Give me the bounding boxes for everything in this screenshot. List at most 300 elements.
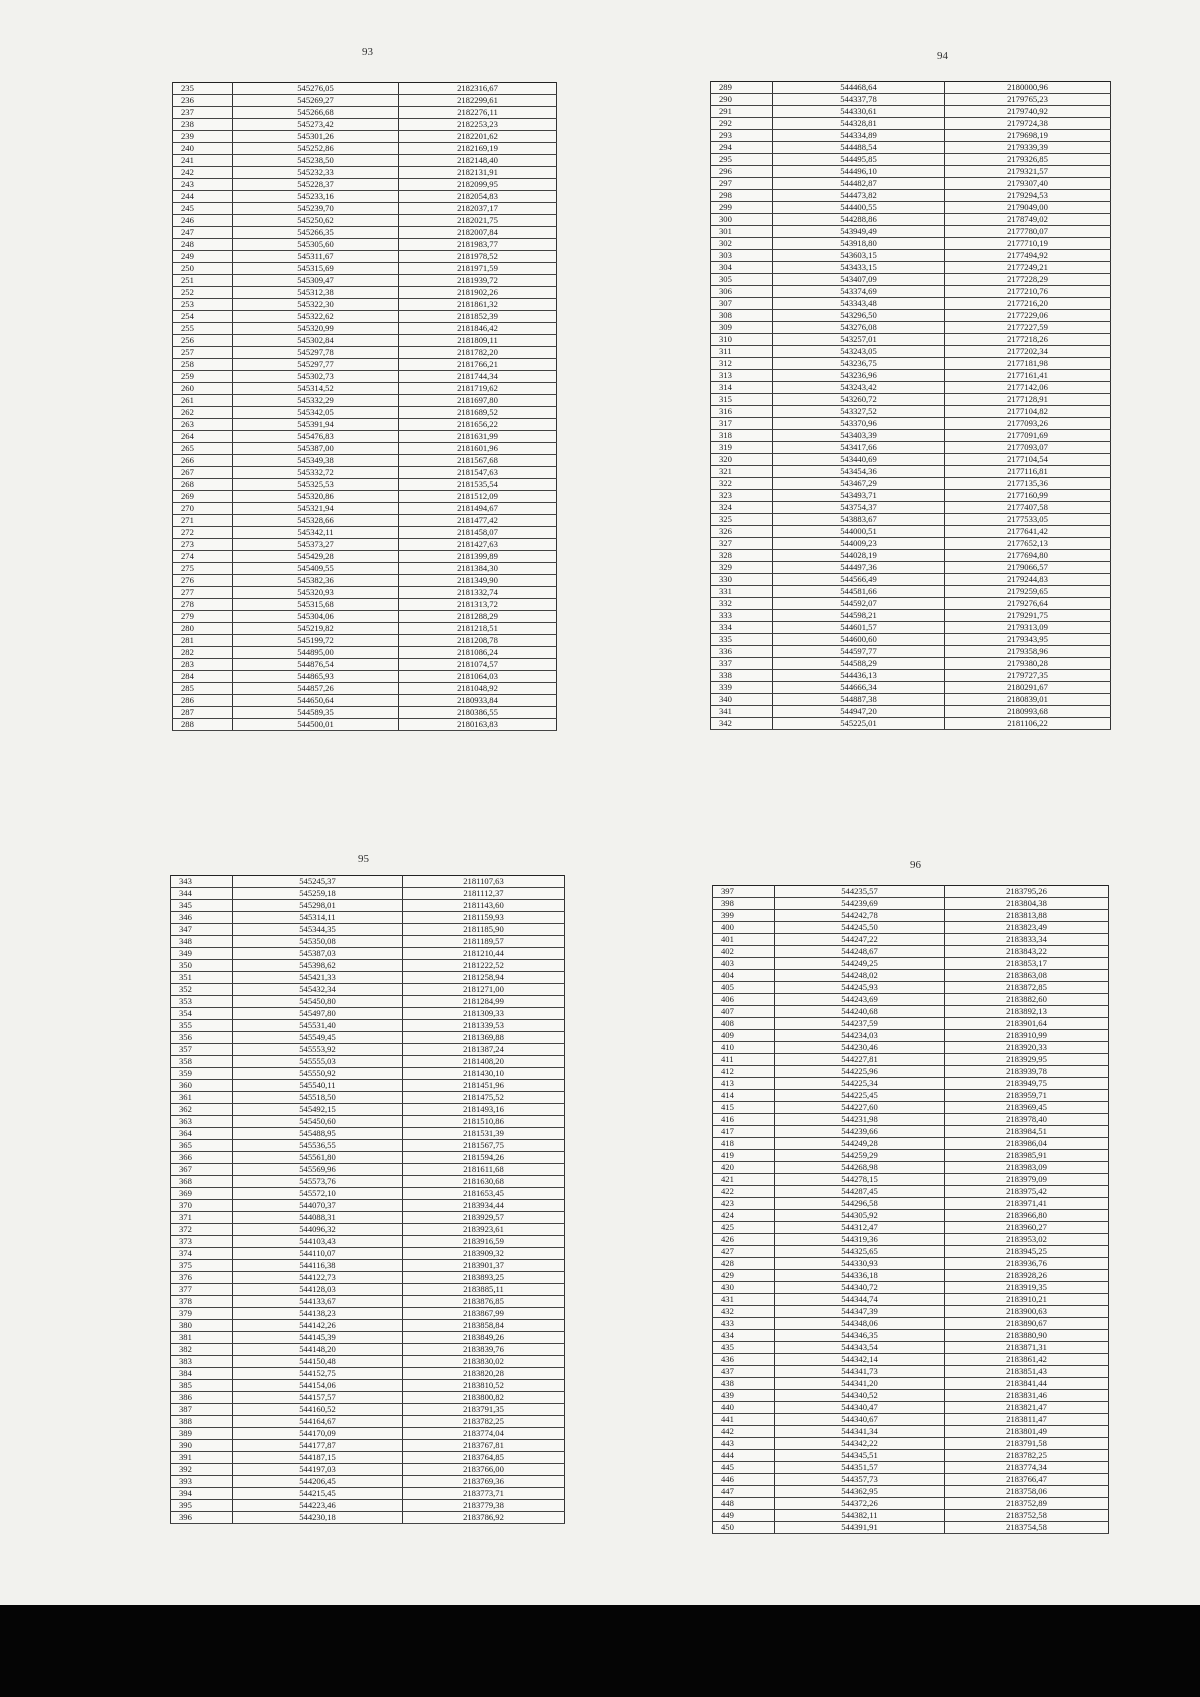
- x-coordinate-cell: 544345,51: [775, 1450, 945, 1462]
- x-coordinate-cell: 544468,64: [773, 82, 945, 94]
- point-number-cell: 408: [713, 1018, 775, 1030]
- y-coordinate-cell: 2183919,35: [945, 1282, 1109, 1294]
- y-coordinate-cell: 2183752,89: [945, 1498, 1109, 1510]
- point-number-cell: 287: [173, 707, 233, 719]
- point-number-cell: 272: [173, 527, 233, 539]
- y-coordinate-cell: 2183804,38: [945, 898, 1109, 910]
- table-row: [713, 1162, 1109, 1174]
- point-number-cell: 297: [711, 178, 773, 190]
- y-coordinate-cell: 2177641,42: [945, 526, 1111, 538]
- table-row: [713, 1042, 1109, 1054]
- point-number-cell: 301: [711, 226, 773, 238]
- point-number-cell: 373: [171, 1236, 233, 1248]
- point-number-cell: 238: [173, 119, 233, 131]
- point-number-cell: 261: [173, 395, 233, 407]
- x-coordinate-cell: 545320,86: [233, 491, 399, 503]
- x-coordinate-cell: 544288,86: [773, 214, 945, 226]
- point-number-cell: 333: [711, 610, 773, 622]
- x-coordinate-cell: 544242,78: [775, 910, 945, 922]
- table-row: [173, 359, 557, 371]
- y-coordinate-cell: 2183841,44: [945, 1378, 1109, 1390]
- table-row: [173, 95, 557, 107]
- y-coordinate-cell: 2181567,68: [399, 455, 557, 467]
- table-row: [713, 1522, 1109, 1534]
- table-row: [171, 1356, 565, 1368]
- table-row: [173, 707, 557, 719]
- x-coordinate-cell: 544000,51: [773, 526, 945, 538]
- coordinates-table: [712, 885, 1109, 1534]
- y-coordinate-cell: 2183909,32: [403, 1248, 565, 1260]
- point-number-cell: 390: [171, 1440, 233, 1452]
- point-number-cell: 253: [173, 299, 233, 311]
- x-coordinate-cell: 544330,61: [773, 106, 945, 118]
- x-coordinate-cell: 544287,45: [775, 1186, 945, 1198]
- point-number-cell: 353: [171, 996, 233, 1008]
- table-row: [171, 1140, 565, 1152]
- point-number-cell: 360: [171, 1080, 233, 1092]
- point-number-cell: 313: [711, 370, 773, 382]
- point-number-cell: 277: [173, 587, 233, 599]
- table-row: [711, 202, 1111, 214]
- table-row: [173, 323, 557, 335]
- y-coordinate-cell: 2177216,20: [945, 298, 1111, 310]
- point-number-cell: 281: [173, 635, 233, 647]
- table-row: [173, 443, 557, 455]
- point-number-cell: 416: [713, 1114, 775, 1126]
- table-row: [711, 262, 1111, 274]
- table-row: [171, 876, 565, 888]
- point-number-cell: 244: [173, 191, 233, 203]
- x-coordinate-cell: 543417,66: [773, 442, 945, 454]
- point-number-cell: 384: [171, 1368, 233, 1380]
- y-coordinate-cell: 2181510,86: [403, 1116, 565, 1128]
- table-row: [713, 1426, 1109, 1438]
- table-row: [713, 1006, 1109, 1018]
- point-number-cell: 440: [713, 1402, 775, 1414]
- x-coordinate-cell: 545429,28: [233, 551, 399, 563]
- x-coordinate-cell: 545492,15: [233, 1104, 403, 1116]
- y-coordinate-cell: 2182316,67: [399, 83, 557, 95]
- table-row: [711, 130, 1111, 142]
- y-coordinate-cell: 2181369,88: [403, 1032, 565, 1044]
- table-row: [171, 1464, 565, 1476]
- y-coordinate-cell: 2181512,09: [399, 491, 557, 503]
- y-coordinate-cell: 2178749,02: [945, 214, 1111, 226]
- y-coordinate-cell: 2181939,72: [399, 275, 557, 287]
- point-number-cell: 338: [711, 670, 773, 682]
- x-coordinate-cell: 544138,23: [233, 1308, 403, 1320]
- table-row: [711, 658, 1111, 670]
- y-coordinate-cell: 2183901,37: [403, 1260, 565, 1272]
- y-coordinate-cell: 2182099,95: [399, 179, 557, 191]
- point-number-cell: 240: [173, 143, 233, 155]
- x-coordinate-cell: 545232,33: [233, 167, 399, 179]
- table-row: [173, 407, 557, 419]
- table-row: [711, 550, 1111, 562]
- table-row: [173, 155, 557, 167]
- x-coordinate-cell: 545225,01: [773, 718, 945, 730]
- x-coordinate-cell: 545315,68: [233, 599, 399, 611]
- table-row: [713, 1282, 1109, 1294]
- point-number-cell: 404: [713, 970, 775, 982]
- table-row: [173, 203, 557, 215]
- y-coordinate-cell: 2180291,67: [945, 682, 1111, 694]
- point-number-cell: 334: [711, 622, 773, 634]
- page-number: 95: [358, 853, 369, 865]
- table-row: [713, 1270, 1109, 1282]
- x-coordinate-cell: 544337,78: [773, 94, 945, 106]
- table-row: [173, 167, 557, 179]
- table-row: [713, 994, 1109, 1006]
- y-coordinate-cell: 2183849,26: [403, 1332, 565, 1344]
- x-coordinate-cell: 544341,20: [775, 1378, 945, 1390]
- point-number-cell: 337: [711, 658, 773, 670]
- y-coordinate-cell: 2177160,99: [945, 490, 1111, 502]
- y-coordinate-cell: 2183779,38: [403, 1500, 565, 1512]
- table-row: [171, 1044, 565, 1056]
- y-coordinate-cell: 2181601,96: [399, 443, 557, 455]
- y-coordinate-cell: 2183892,13: [945, 1006, 1109, 1018]
- y-coordinate-cell: 2179339,39: [945, 142, 1111, 154]
- point-number-cell: 432: [713, 1306, 775, 1318]
- table-row: [171, 900, 565, 912]
- table-row: [173, 503, 557, 515]
- x-coordinate-cell: 544496,10: [773, 166, 945, 178]
- x-coordinate-cell: 545233,16: [233, 191, 399, 203]
- x-coordinate-cell: 544227,81: [775, 1054, 945, 1066]
- y-coordinate-cell: 2182201,62: [399, 131, 557, 143]
- y-coordinate-cell: 2180839,01: [945, 694, 1111, 706]
- table-row: [713, 982, 1109, 994]
- point-number-cell: 318: [711, 430, 773, 442]
- point-number-cell: 445: [713, 1462, 775, 1474]
- y-coordinate-cell: 2179276,64: [945, 598, 1111, 610]
- point-number-cell: 306: [711, 286, 773, 298]
- x-coordinate-cell: 544473,82: [773, 190, 945, 202]
- point-number-cell: 293: [711, 130, 773, 142]
- table-row: [171, 1452, 565, 1464]
- page-number: 94: [937, 50, 948, 62]
- x-coordinate-cell: 544237,59: [775, 1018, 945, 1030]
- x-coordinate-cell: 543243,42: [773, 382, 945, 394]
- y-coordinate-cell: 2183890,67: [945, 1318, 1109, 1330]
- table-row: [713, 1462, 1109, 1474]
- point-number-cell: 262: [173, 407, 233, 419]
- table-row: [171, 1392, 565, 1404]
- x-coordinate-cell: 544865,93: [233, 671, 399, 683]
- point-number-cell: 405: [713, 982, 775, 994]
- x-coordinate-cell: 544344,74: [775, 1294, 945, 1306]
- table-row: [173, 239, 557, 251]
- table-row: [171, 1032, 565, 1044]
- x-coordinate-cell: 544650,64: [233, 695, 399, 707]
- point-number-cell: 406: [713, 994, 775, 1006]
- point-number-cell: 394: [171, 1488, 233, 1500]
- x-coordinate-cell: 544436,13: [773, 670, 945, 682]
- x-coordinate-cell: 544278,15: [775, 1174, 945, 1186]
- x-coordinate-cell: 545561,80: [233, 1152, 403, 1164]
- table-row: [171, 1344, 565, 1356]
- point-number-cell: 254: [173, 311, 233, 323]
- table-row: [711, 610, 1111, 622]
- table-row: [713, 898, 1109, 910]
- y-coordinate-cell: 2183901,64: [945, 1018, 1109, 1030]
- x-coordinate-cell: 544239,66: [775, 1126, 945, 1138]
- table-row: [173, 659, 557, 671]
- point-number-cell: 448: [713, 1498, 775, 1510]
- point-number-cell: 324: [711, 502, 773, 514]
- y-coordinate-cell: 2181107,63: [403, 876, 565, 888]
- x-coordinate-cell: 544245,93: [775, 982, 945, 994]
- y-coordinate-cell: 2181547,63: [399, 467, 557, 479]
- point-number-cell: 418: [713, 1138, 775, 1150]
- point-number-cell: 302: [711, 238, 773, 250]
- x-coordinate-cell: 544154,06: [233, 1380, 403, 1392]
- point-number-cell: 275: [173, 563, 233, 575]
- y-coordinate-cell: 2179326,85: [945, 154, 1111, 166]
- y-coordinate-cell: 2181189,57: [403, 936, 565, 948]
- x-coordinate-cell: 544488,54: [773, 142, 945, 154]
- point-number-cell: 385: [171, 1380, 233, 1392]
- table-row: [711, 718, 1111, 730]
- table-row: [711, 250, 1111, 262]
- x-coordinate-cell: 544581,66: [773, 586, 945, 598]
- y-coordinate-cell: 2181766,21: [399, 359, 557, 371]
- y-coordinate-cell: 2177142,06: [945, 382, 1111, 394]
- x-coordinate-cell: 543243,05: [773, 346, 945, 358]
- x-coordinate-cell: 544391,91: [775, 1522, 945, 1534]
- point-number-cell: 420: [713, 1162, 775, 1174]
- y-coordinate-cell: 2181594,26: [403, 1152, 565, 1164]
- y-coordinate-cell: 2183795,26: [945, 886, 1109, 898]
- x-coordinate-cell: 544336,18: [775, 1270, 945, 1282]
- y-coordinate-cell: 2181332,74: [399, 587, 557, 599]
- y-coordinate-cell: 2181535,54: [399, 479, 557, 491]
- y-coordinate-cell: 2182007,84: [399, 227, 557, 239]
- y-coordinate-cell: 2181387,24: [403, 1044, 565, 1056]
- table-row: [711, 178, 1111, 190]
- table-row: [711, 94, 1111, 106]
- y-coordinate-cell: 2179343,95: [945, 634, 1111, 646]
- table-row: [713, 1402, 1109, 1414]
- x-coordinate-cell: 544152,75: [233, 1368, 403, 1380]
- y-coordinate-cell: 2177227,59: [945, 322, 1111, 334]
- x-coordinate-cell: 544589,35: [233, 707, 399, 719]
- y-coordinate-cell: 2179307,40: [945, 178, 1111, 190]
- x-coordinate-cell: 544348,06: [775, 1318, 945, 1330]
- table-row: [173, 683, 557, 695]
- table-row: [711, 346, 1111, 358]
- x-coordinate-cell: 543603,15: [773, 250, 945, 262]
- point-number-cell: 352: [171, 984, 233, 996]
- point-number-cell: 447: [713, 1486, 775, 1498]
- y-coordinate-cell: 2182169,19: [399, 143, 557, 155]
- point-number-cell: 327: [711, 538, 773, 550]
- table-row: [173, 395, 557, 407]
- y-coordinate-cell: 2181656,22: [399, 419, 557, 431]
- x-coordinate-cell: 545432,34: [233, 984, 403, 996]
- x-coordinate-cell: 545302,73: [233, 371, 399, 383]
- x-coordinate-cell: 545322,62: [233, 311, 399, 323]
- point-number-cell: 284: [173, 671, 233, 683]
- x-coordinate-cell: 545314,11: [233, 912, 403, 924]
- y-coordinate-cell: 2183861,42: [945, 1354, 1109, 1366]
- table-row: [711, 406, 1111, 418]
- x-coordinate-cell: 544382,11: [775, 1510, 945, 1522]
- y-coordinate-cell: 2177093,07: [945, 442, 1111, 454]
- x-coordinate-cell: 544122,73: [233, 1272, 403, 1284]
- y-coordinate-cell: 2183971,41: [945, 1198, 1109, 1210]
- y-coordinate-cell: 2179291,75: [945, 610, 1111, 622]
- x-coordinate-cell: 545553,92: [233, 1044, 403, 1056]
- point-number-cell: 377: [171, 1284, 233, 1296]
- point-number-cell: 363: [171, 1116, 233, 1128]
- y-coordinate-cell: 2182021,75: [399, 215, 557, 227]
- table-row: [173, 143, 557, 155]
- y-coordinate-cell: 2181744,34: [399, 371, 557, 383]
- x-coordinate-cell: 543883,67: [773, 514, 945, 526]
- x-coordinate-cell: 544227,60: [775, 1102, 945, 1114]
- y-coordinate-cell: 2183830,02: [403, 1356, 565, 1368]
- table-row: [171, 972, 565, 984]
- y-coordinate-cell: 2182054,83: [399, 191, 557, 203]
- y-coordinate-cell: 2181782,20: [399, 347, 557, 359]
- point-number-cell: 351: [171, 972, 233, 984]
- point-number-cell: 330: [711, 574, 773, 586]
- y-coordinate-cell: 2181809,11: [399, 335, 557, 347]
- point-number-cell: 237: [173, 107, 233, 119]
- point-number-cell: 441: [713, 1414, 775, 1426]
- table-row: [173, 119, 557, 131]
- x-coordinate-cell: 544110,07: [233, 1248, 403, 1260]
- x-coordinate-cell: 543467,29: [773, 478, 945, 490]
- y-coordinate-cell: 2177210,76: [945, 286, 1111, 298]
- point-number-cell: 391: [171, 1452, 233, 1464]
- point-number-cell: 311: [711, 346, 773, 358]
- point-number-cell: 316: [711, 406, 773, 418]
- point-number-cell: 266: [173, 455, 233, 467]
- x-coordinate-cell: 545325,53: [233, 479, 399, 491]
- y-coordinate-cell: 2183801,49: [945, 1426, 1109, 1438]
- y-coordinate-cell: 2183929,57: [403, 1212, 565, 1224]
- y-coordinate-cell: 2181611,68: [403, 1164, 565, 1176]
- table-row: [713, 1138, 1109, 1150]
- page-number: 96: [910, 859, 921, 871]
- table-row: [711, 706, 1111, 718]
- point-number-cell: 246: [173, 215, 233, 227]
- y-coordinate-cell: 2181697,80: [399, 395, 557, 407]
- point-number-cell: 346: [171, 912, 233, 924]
- table-row: [171, 1476, 565, 1488]
- x-coordinate-cell: 544240,68: [775, 1006, 945, 1018]
- point-number-cell: 320: [711, 454, 773, 466]
- table-row: [713, 958, 1109, 970]
- y-coordinate-cell: 2180000,96: [945, 82, 1111, 94]
- x-coordinate-cell: 544230,46: [775, 1042, 945, 1054]
- y-coordinate-cell: 2179358,96: [945, 646, 1111, 658]
- table-row: [713, 1102, 1109, 1114]
- table-row: [711, 490, 1111, 502]
- x-coordinate-cell: 544164,67: [233, 1416, 403, 1428]
- table-row: [171, 1368, 565, 1380]
- point-number-cell: 312: [711, 358, 773, 370]
- x-coordinate-cell: 545518,50: [233, 1092, 403, 1104]
- table-row: [173, 671, 557, 683]
- table-row: [713, 1450, 1109, 1462]
- x-coordinate-cell: 545297,77: [233, 359, 399, 371]
- point-number-cell: 443: [713, 1438, 775, 1450]
- point-number-cell: 296: [711, 166, 773, 178]
- table-row: [713, 1198, 1109, 1210]
- y-coordinate-cell: 2177093,26: [945, 418, 1111, 430]
- y-coordinate-cell: 2181630,68: [403, 1176, 565, 1188]
- point-number-cell: 362: [171, 1104, 233, 1116]
- point-number-cell: 247: [173, 227, 233, 239]
- x-coordinate-cell: 544070,37: [233, 1200, 403, 1212]
- point-number-cell: 325: [711, 514, 773, 526]
- x-coordinate-cell: 543754,37: [773, 502, 945, 514]
- y-coordinate-cell: 2183853,17: [945, 958, 1109, 970]
- x-coordinate-cell: 544342,14: [775, 1354, 945, 1366]
- table-row: [711, 334, 1111, 346]
- y-coordinate-cell: 2183880,90: [945, 1330, 1109, 1342]
- table-row: [713, 1378, 1109, 1390]
- x-coordinate-cell: 543370,96: [773, 418, 945, 430]
- y-coordinate-cell: 2177128,91: [945, 394, 1111, 406]
- point-number-cell: 341: [711, 706, 773, 718]
- table-row: [713, 1366, 1109, 1378]
- table-row: [711, 274, 1111, 286]
- table-row: [171, 1404, 565, 1416]
- y-coordinate-cell: 2183791,35: [403, 1404, 565, 1416]
- x-coordinate-cell: 545476,83: [233, 431, 399, 443]
- point-number-cell: 379: [171, 1308, 233, 1320]
- y-coordinate-cell: 2183782,25: [945, 1450, 1109, 1462]
- table-row: [711, 370, 1111, 382]
- table-row: [171, 1512, 565, 1524]
- point-number-cell: 435: [713, 1342, 775, 1354]
- point-number-cell: 365: [171, 1140, 233, 1152]
- y-coordinate-cell: 2181719,62: [399, 383, 557, 395]
- table-row: [713, 1018, 1109, 1030]
- table-row: [713, 1054, 1109, 1066]
- x-coordinate-cell: 543403,39: [773, 430, 945, 442]
- x-coordinate-cell: 544225,96: [775, 1066, 945, 1078]
- x-coordinate-cell: 545301,26: [233, 131, 399, 143]
- table-row: [171, 924, 565, 936]
- table-row: [711, 670, 1111, 682]
- table-row: [711, 562, 1111, 574]
- table-row: [711, 502, 1111, 514]
- table-row: [713, 970, 1109, 982]
- point-number-cell: 426: [713, 1234, 775, 1246]
- x-coordinate-cell: 544234,03: [775, 1030, 945, 1042]
- x-coordinate-cell: 543918,80: [773, 238, 945, 250]
- y-coordinate-cell: 2183893,25: [403, 1272, 565, 1284]
- table-row: [713, 1342, 1109, 1354]
- x-coordinate-cell: 544334,89: [773, 130, 945, 142]
- table-row: [173, 83, 557, 95]
- y-coordinate-cell: 2181846,42: [399, 323, 557, 335]
- point-number-cell: 236: [173, 95, 233, 107]
- x-coordinate-cell: 544340,52: [775, 1390, 945, 1402]
- y-coordinate-cell: 2183910,99: [945, 1030, 1109, 1042]
- point-number-cell: 322: [711, 478, 773, 490]
- table-row: [713, 1210, 1109, 1222]
- table-row: [171, 1248, 565, 1260]
- x-coordinate-cell: 544187,15: [233, 1452, 403, 1464]
- table-row: [711, 190, 1111, 202]
